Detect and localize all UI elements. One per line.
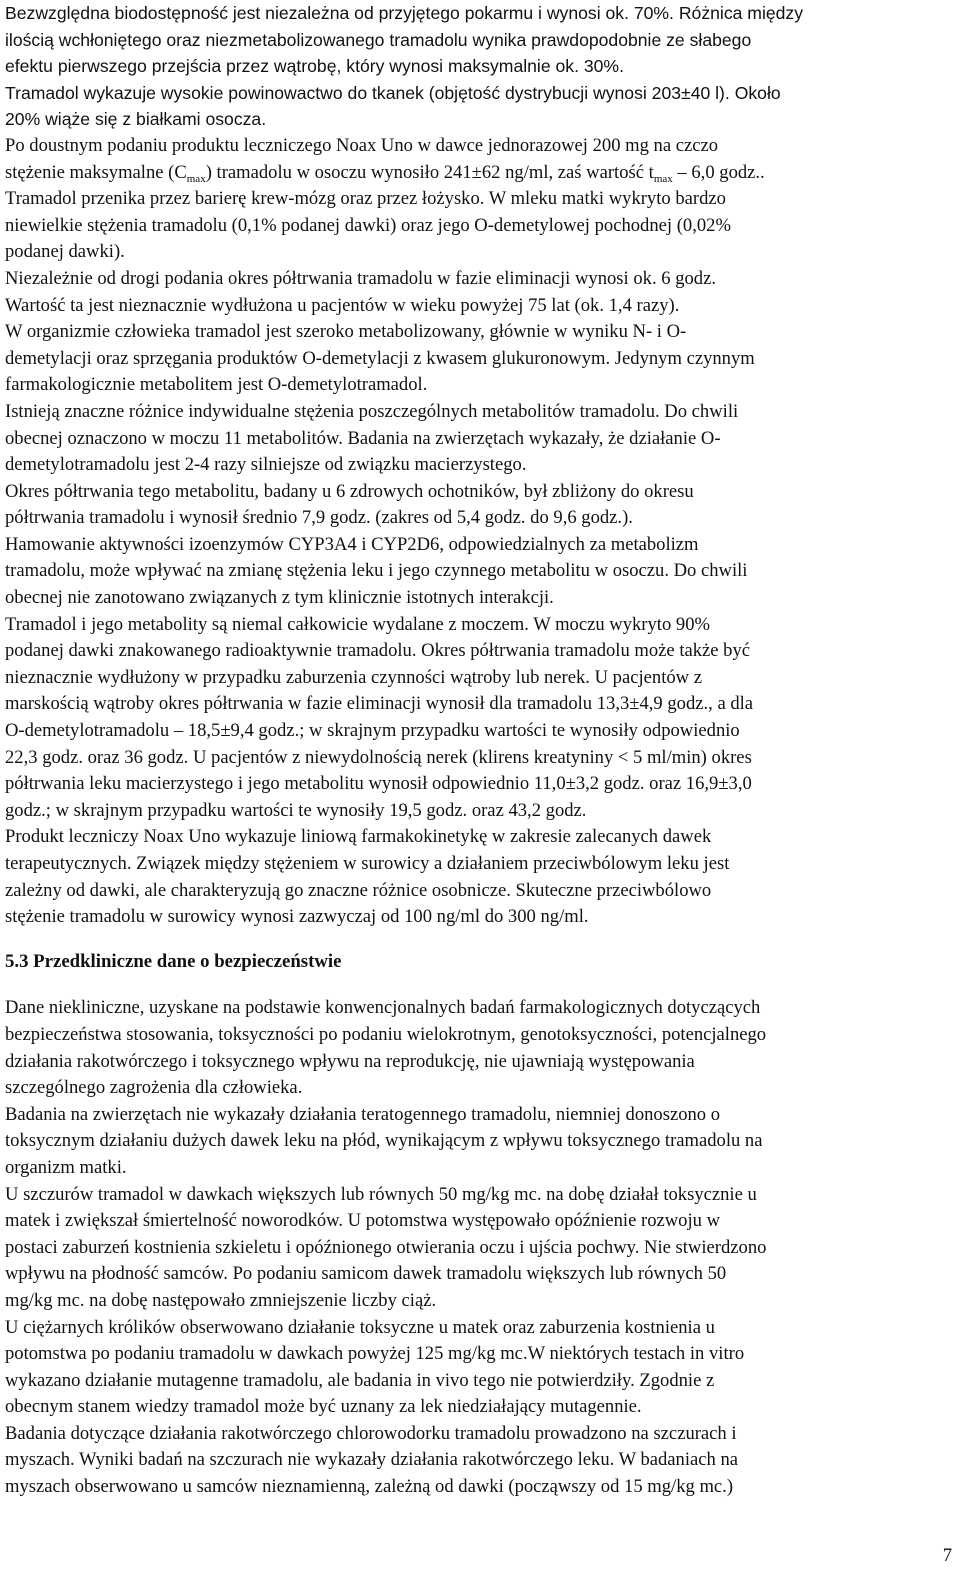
- text-line: Po doustnym podaniu produktu leczniczego Noax Uno w dawce jednorazowej 200 mg na czczo: [5, 134, 719, 156]
- text-line: Hamowanie aktywności izoenzymów CYP3A4 i CYP2D6, odpowiedzialnych za metabolizm: [5, 533, 699, 555]
- text-line: półtrwania tramadolu i wynosił średnio 7,9 godz. (zakres od 5,4 godz. do 9,6 godz.).: [5, 507, 633, 529]
- text-line: ilością wchłoniętego oraz niezmetabolizowanego tramadolu wynika prawdopodobnie ze słabego: [5, 29, 752, 50]
- text-line: obecnej nie zanotowano związanych z tym klinicznie istotnych interakcji.: [5, 587, 554, 609]
- text-line: szczególnego zagrożenia dla człowieka.: [5, 1077, 303, 1099]
- text-line: stężenie tramadolu w surowicy wynosi zazwyczaj od 100 ng/ml do 300 ng/ml.: [5, 906, 589, 928]
- text-line: 20% wiąże się z białkami osocza.: [5, 109, 267, 130]
- text-line: tramadolu, może wpływać na zmianę stężenia leku i jego czynnego metabolitu w osoczu. Do chwili: [5, 560, 748, 582]
- text-line: bezpieczeństwa stosowania, toksyczności po podaniu wielokrotnym, genotoksyczności, potencjalnego: [5, 1023, 767, 1045]
- text-line: efektu pierwszego przejścia przez wątrobę, który wynosi maksymalnie ok. 30%.: [5, 56, 624, 77]
- tmax-subscript: max: [653, 172, 673, 185]
- text-line: Bezwzględna biodostępność jest niezależna od przyjętego pokarmu i wynosi ok. 70%. Różnica między: [5, 3, 804, 23]
- cmax-text-after: – 6,0 godz..: [672, 161, 765, 183]
- pharmacokinetics-paragraph: [5, 0, 953, 931]
- text-line: Tramadol wykazuje wysokie powinowactwo do tkanek (objętość dystrybucji wynosi 203±40 l). Około: [5, 82, 781, 103]
- text-line: godz.; w skrajnym przypadku wartości te wynosiły 19,5 godz. oraz 43,2 godz.: [5, 799, 587, 821]
- text-line: toksycznym działaniu dużych dawek leku na płód, wynikającym z wpływu toksycznego tramadolu na: [5, 1130, 763, 1152]
- text-line: wpływu na płodność samców. Po podaniu samicom dawek tramadolu większych lub równych 50: [5, 1263, 727, 1285]
- cmax-text-middle: ) tramadolu w osoczu wynosiło 241±62 ng/ml, zaś wartość t: [205, 161, 654, 183]
- text-line: myszach obserwowano u samców nieznamienną, zależną od dawki (począwszy od 15 mg/kg mc.): [5, 1476, 734, 1498]
- text-line: Produkt leczniczy Noax Uno wykazuje liniową farmakokinetykę w zakresie zalecanych dawek: [5, 826, 712, 848]
- text-line: podanej dawki znakowanego radioaktywnie tramadolu. Okres półtrwania tramadolu może także być: [5, 640, 751, 662]
- cmax-subscript: max: [186, 172, 206, 185]
- text-line: nieznacznie wydłużony w przypadku zaburzenia czynności wątroby lub nerek. U pacjentów z: [5, 666, 702, 688]
- text-line: marskością wątroby okres półtrwania w fazie eliminacji wynosił dla tramadolu 13,3±4,9 godz., a dla: [5, 693, 754, 715]
- text-line: Niezależnie od drogi podania okres półtrwania tramadolu w fazie eliminacji wynosi ok. 6 godz.: [5, 267, 716, 289]
- text-line: wykazano działanie mutagenne tramadolu, ale badania in vivo tego nie potwierdziły. Zgodnie z: [5, 1369, 715, 1391]
- text-line: Badania dotyczące działania rakotwórczego chlorowodorku tramadolu prowadzono na szczurach i: [5, 1422, 737, 1444]
- text-line: Tramadol przenika przez barierę krew-mózg oraz przez łożysko. W mleku matki wykryto bardzo: [5, 188, 726, 210]
- text-line: Wartość ta jest nieznacznie wydłużona u pacjentów w wieku powyżej 75 lat (ok. 1,4 razy).: [5, 294, 680, 316]
- text-line: Dane niekliniczne, uzyskane na podstawie konwencjonalnych badań farmakologicznych dotyczących: [5, 997, 761, 1019]
- text-line: obecnym stanem wiedzy tramadol może być uznany za lek niedziałający mutagennie.: [5, 1396, 642, 1418]
- text-line: farmakologicznie metabolitem jest O-demetylotramadol.: [5, 374, 428, 396]
- cmax-line: [5, 160, 953, 187]
- cmax-text-before: stężenie maksymalne (C: [5, 161, 187, 183]
- text-line: postaci zaburzeń kostnienia szkieletu i opóźnionego otwierania oczu i ujścia pochwy. Nie stwierdzono: [5, 1236, 767, 1258]
- text-line: zależny od dawki, ale charakteryzują go znaczne różnice osobnicze. Skuteczne przeciwbólowo: [5, 879, 712, 901]
- text-line: Badania na zwierzętach nie wykazały działania teratogennego tramadolu, niemniej donoszono o: [5, 1103, 721, 1125]
- section-heading: 5.3 Przedkliniczne dane o bezpieczeństwie: [5, 950, 342, 972]
- preclinical-paragraph: [5, 995, 953, 1500]
- text-line: obecnej oznaczono w moczu 11 metabolitów. Badania na zwierzętach wykazały, że działanie O-: [5, 427, 721, 449]
- text-line: 22,3 godz. oraz 36 godz. U pacjentów z niewydolnością nerek (klirens kreatyniny < 5 ml/min) okres: [5, 746, 752, 768]
- text-line: Tramadol i jego metabolity są niemal całkowicie wydalane z moczem. W moczu wykryto 90%: [5, 613, 710, 635]
- text-line: organizm matki.: [5, 1156, 127, 1178]
- text-line: potomstwa po podaniu tramadolu w dawkach powyżej 125 mg/kg mc.W niektórych testach in vitro: [5, 1343, 745, 1365]
- text-line: U szczurów tramadol w dawkach większych lub równych 50 mg/kg mc. na dobę działał toksycznie u: [5, 1183, 757, 1205]
- text-line: mg/kg mc. na dobę następowało zmniejszenie liczby ciąż.: [5, 1289, 437, 1311]
- text-line: terapeutycznych. Związek między stężeniem w surowicy a działaniem przeciwbólowym leku jest: [5, 853, 730, 874]
- text-line: myszach. Wyniki badań na szczurach nie wykazały działania rakotwórczego leku. W badaniach na: [5, 1449, 739, 1471]
- text-line: Istnieją znaczne różnice indywidualne stężenia poszczególnych metabolitów tramadolu. Do chwili: [5, 400, 739, 422]
- page-number: 7: [942, 1545, 952, 1566]
- text-line: Okres półtrwania tego metabolitu, badany u 6 zdrowych ochotników, był zbliżony do okresu: [5, 480, 694, 502]
- text-line: demetylacji oraz sprzęgania produktów O-demetylacji z kwasem glukuronowym. Jedynym czynnym: [5, 347, 755, 369]
- text-line: demetylotramadolu jest 2-4 razy silniejsze od związku macierzystego.: [5, 454, 527, 476]
- text-line: O-demetylotramadolu – 18,5±9,4 godz.; w skrajnym przypadku wartości te wynosiły odpowiednio: [5, 720, 740, 742]
- text-line: matek i zwiększał śmiertelność noworodków. U potomstwa występowało opóźnienie rozwoju w: [5, 1210, 721, 1232]
- text-line: niewielkie stężenia tramadolu (0,1% podanej dawki) oraz jego O-demetylowej pochodnej (0,02%: [5, 214, 731, 236]
- text-line: półtrwania leku macierzystego i jego metabolitu wynosił odpowiednio 11,0±3,2 godz. oraz 16,9±3,0: [5, 773, 752, 795]
- text-line: podanej dawki).: [5, 241, 125, 263]
- text-line: W organizmie człowieka tramadol jest szeroko metabolizowany, głównie w wyniku N- i O-: [5, 321, 687, 343]
- text-line: działania rakotwórczego i toksycznego wpływu na reprodukcję, nie ujawniają występowania: [5, 1050, 695, 1072]
- text-line: U ciężarnych królików obserwowano działanie toksyczne u matek oraz zaburzenia kostnienia u: [5, 1316, 715, 1338]
- document-page: [5, 0, 953, 1501]
